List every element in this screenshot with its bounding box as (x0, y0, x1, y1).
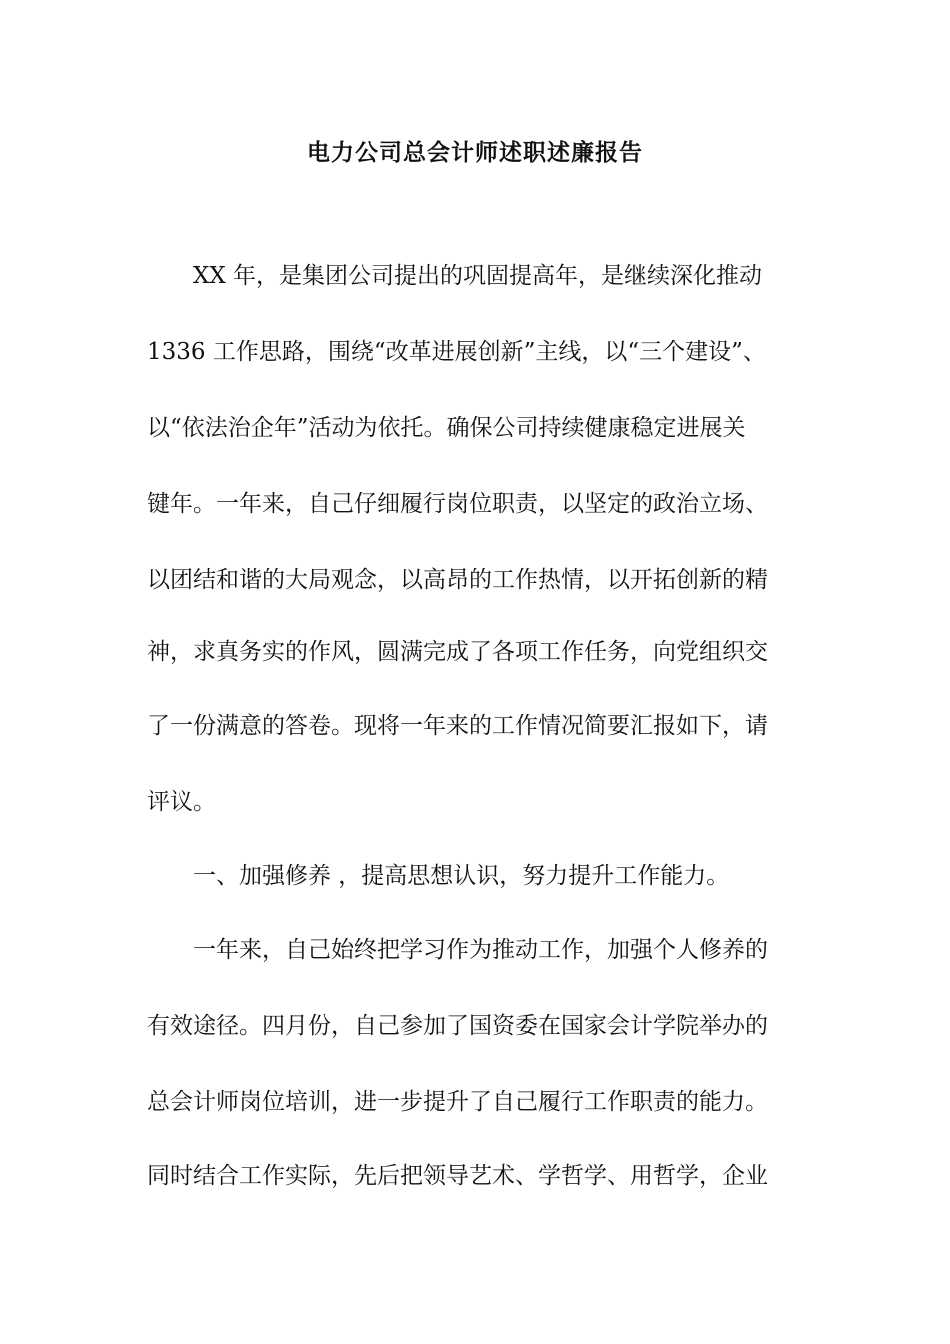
paragraph-line: XX 年，是集团公司提出的巩固提高年，是继续深化推动 (193, 263, 763, 289)
paragraph-line: 以团结和谐的大局观念，以高昂的工作热情，以开拓创新的精 (147, 567, 768, 593)
paragraph-line: 同时结合工作实际，先后把领导艺术、学哲学、用哲学，企业 (147, 1163, 768, 1189)
paragraph-line: 有效途径。四月份，自己参加了国资委在国家会计学院举办的 (147, 1013, 768, 1039)
paragraph-line: 以“依法治企年”活动为依托。确保公司持续健康稳定进展关 (147, 415, 746, 441)
paragraph-line: 总会计师岗位培训，进一步提升了自己履行工作职责的能力。 (147, 1089, 768, 1115)
section-heading: 一、加强修养 ，提高思想认识，努力提升工作能力。 (193, 863, 730, 889)
paragraph-line: 键年。一年来，自己仔细履行岗位职责，以坚定的政治立场、 (147, 491, 768, 517)
paragraph-line: 神，求真务实的作风，圆满完成了各项工作任务，向党组织交 (147, 639, 768, 665)
paragraph-line: 了一份满意的答卷。现将一年来的工作情况简要汇报如下，请 (147, 713, 768, 739)
paragraph-line: 1336 工作思路，围绕“改革进展创新”主线，以“三个建设”、 (147, 339, 766, 365)
paragraph-line: 评议。 (147, 789, 216, 815)
paragraph-line: 一年来，自己始终把学习作为推动工作，加强个人修养的 (193, 937, 768, 963)
document-title: 电力公司总会计师述职述廉报告 (307, 140, 643, 166)
